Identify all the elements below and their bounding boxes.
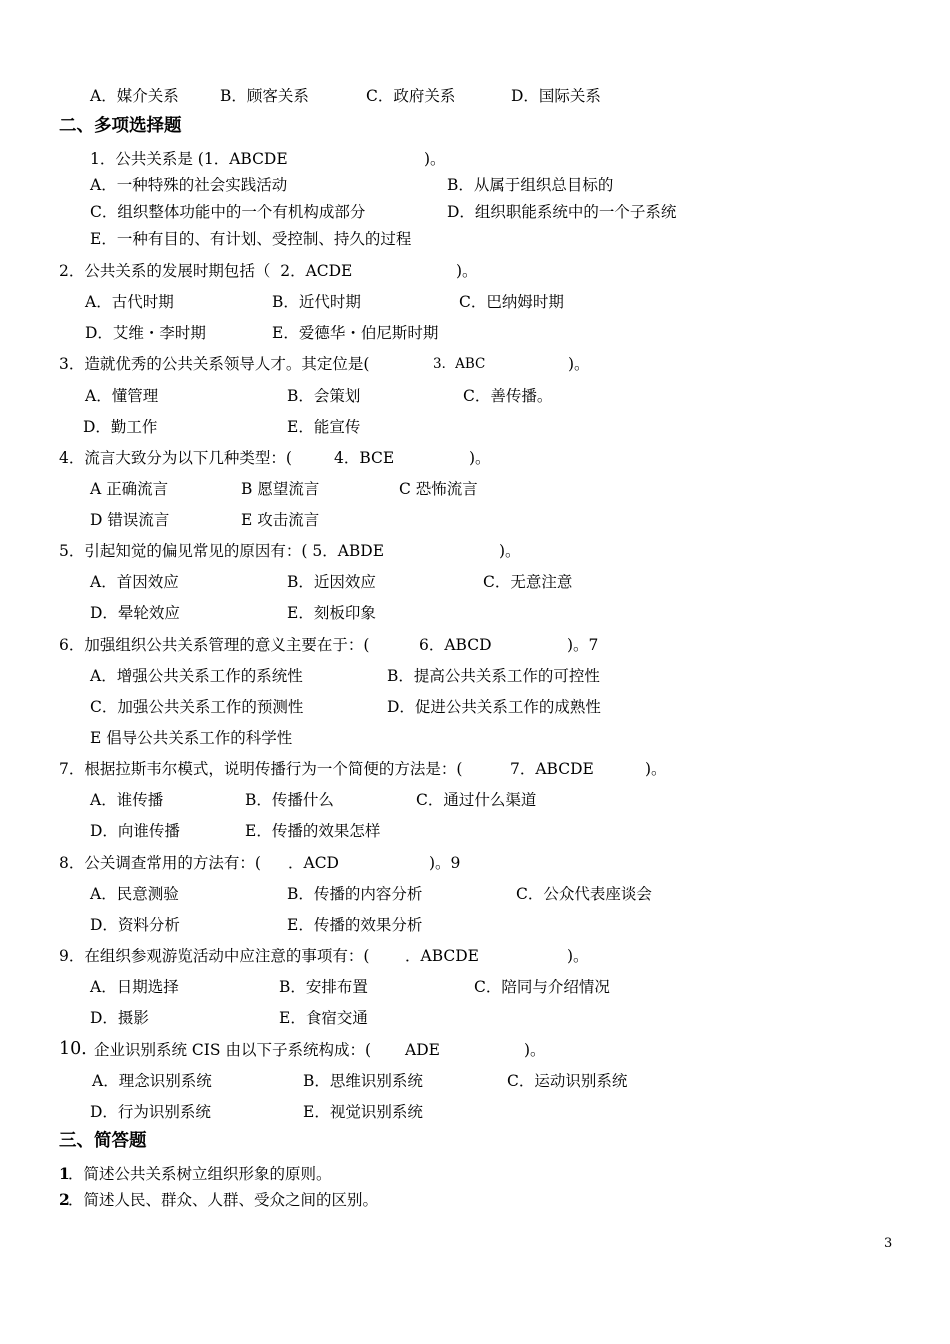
question-1-option-e: E．一种有目的、有计划、受控制、持久的过程: [90, 230, 412, 248]
question-7-close: )。: [645, 760, 667, 778]
question-5-stem: 5．引起知觉的偏见常见的原因有：( 5．ABDE: [59, 542, 385, 560]
question-1-option-a: A．一种特殊的社会实践活动: [90, 176, 288, 194]
question-7-option-c: C．通过什么渠道: [416, 791, 537, 809]
question-10-answer: ADE: [405, 1041, 440, 1059]
question-5-close: )。: [499, 542, 521, 560]
question-3-stem: 3．造就优秀的公共关系领导人才。其定位是(: [59, 355, 370, 373]
option-d: D．国际关系: [511, 87, 601, 105]
question-9-option-e: E．食宿交通: [279, 1009, 368, 1027]
question-5-option-c: C．无意注意: [483, 573, 573, 591]
question-7-option-b: B．传播什么: [245, 791, 334, 809]
short-answer-2-text: ．简述人民、群众、人群、受众之间的区别。: [68, 1191, 379, 1209]
question-6-stem: 6．加强组织公共关系管理的意义主要在于：(: [59, 636, 370, 654]
option-a: A．媒介关系: [90, 87, 179, 105]
question-7-answer: 7．ABCDE: [510, 760, 594, 778]
question-7-option-d: D．向谁传播: [90, 822, 180, 840]
question-2-option-b: B．近代时期: [272, 293, 361, 311]
question-4-stem: 4．流言大致分为以下几种类型：(: [59, 449, 292, 467]
question-6-option-d: D．促进公共关系工作的成熟性: [387, 698, 601, 716]
question-2-option-c: C．巴纳姆时期: [459, 293, 564, 311]
question-4-option-e: E 攻击流言: [241, 511, 320, 529]
question-7-stem: 7．根据拉斯韦尔模式，说明传播行为一个简便的方法是：(: [59, 760, 463, 778]
question-8-option-e: E．传播的效果分析: [287, 916, 423, 934]
question-4-option-d: D 错误流言: [90, 511, 170, 529]
question-10-option-c: C．运动识别系统: [507, 1072, 628, 1090]
question-6-option-c: C．加强公共关系工作的预测性: [90, 698, 304, 716]
question-3-option-b: B．会策划: [287, 387, 361, 405]
question-9-option-a: A．日期选择: [90, 978, 179, 996]
short-answer-1-number: 1: [59, 1164, 70, 1183]
question-5-option-e: E．刻板印象: [287, 604, 376, 622]
question-6-option-a: A．增强公共关系工作的系统性: [90, 667, 303, 685]
question-9-option-c: C．陪同与介绍情况: [474, 978, 610, 996]
question-8-stem: 8．公关调查常用的方法有：(: [59, 854, 261, 872]
question-9-close: )。: [567, 947, 589, 965]
question-10-close: )。: [524, 1041, 546, 1059]
question-1-option-d: D．组织职能系统中的一个子系统: [447, 203, 677, 221]
question-3-answer: 3．ABC: [433, 356, 486, 372]
question-1-option-b: B．从属于组织总目标的: [447, 176, 614, 194]
question-10-stem: 企业识别系统 CIS 由以下子系统构成：(: [94, 1041, 372, 1059]
section-heading-short-answer: 三、简答题: [59, 1131, 147, 1151]
question-4-close: )。: [469, 449, 491, 467]
question-3-option-d: D．勤工作: [83, 418, 158, 436]
question-2-option-d: D．艾维・李时期: [85, 324, 206, 342]
question-8-option-a: A．民意测验: [90, 885, 179, 903]
question-1-close: )。: [424, 150, 446, 168]
question-9-option-d: D．摄影: [90, 1009, 149, 1027]
question-3-close: )。: [568, 355, 590, 373]
question-4-option-b: B 愿望流言: [241, 480, 320, 498]
question-8-option-b: B．传播的内容分析: [287, 885, 423, 903]
question-9-answer: ．ABCDE: [405, 947, 479, 965]
question-9-stem: 9．在组织参观游览活动中应注意的事项有：(: [59, 947, 370, 965]
question-10-option-a: A．理念识别系统: [92, 1072, 212, 1090]
question-2-option-e: E．爱德华・伯尼斯时期: [272, 324, 439, 342]
question-5-option-a: A．首因效应: [90, 573, 179, 591]
question-2-close: )。: [456, 262, 478, 280]
option-b: B．顾客关系: [220, 87, 309, 105]
question-8-option-d: D．资料分析: [90, 916, 180, 934]
question-3-option-a: A．懂管理: [85, 387, 159, 405]
question-9-option-b: B．安排布置: [279, 978, 368, 996]
question-2-stem: 2．公共关系的发展时期包括（ 2．ACDE: [59, 262, 353, 280]
question-6-option-e: E 倡导公共关系工作的科学性: [90, 729, 293, 747]
short-answer-1-text: ．简述公共关系树立组织形象的原则。: [68, 1165, 332, 1183]
question-10-option-e: E．视觉识别系统: [303, 1103, 423, 1121]
question-3-option-c: C．善传播。: [463, 387, 553, 405]
question-7-option-a: A．谁传播: [90, 791, 164, 809]
question-5-option-d: D．晕轮效应: [90, 604, 180, 622]
question-8-answer: ．ACD: [288, 854, 339, 872]
question-8-option-c: C．公众代表座谈会: [516, 885, 652, 903]
question-6-option-b: B．提高公共关系工作的可控性: [387, 667, 600, 685]
question-3-option-e: E．能宣传: [287, 418, 361, 436]
question-8-close: )。9: [429, 854, 461, 872]
question-2-option-a: A．古代时期: [85, 293, 174, 311]
question-4-option-a: A 正确流言: [90, 480, 169, 498]
question-10-option-b: B．思维识别系统: [303, 1072, 423, 1090]
question-10-number: 10．: [59, 1039, 99, 1059]
question-6-close: )。7: [567, 636, 599, 654]
option-c: C．政府关系: [366, 87, 456, 105]
question-1-option-c: C．组织整体功能中的一个有机构成部分: [90, 203, 366, 221]
section-heading-multiple-choice: 二、多项选择题: [59, 116, 182, 136]
question-4-answer: 4．BCE: [334, 449, 395, 467]
short-answer-2-number: 2: [59, 1190, 70, 1209]
question-6-answer: 6．ABCD: [419, 636, 492, 654]
page-number: 3: [884, 1236, 893, 1251]
question-5-option-b: B．近因效应: [287, 573, 376, 591]
question-1-stem: 1．公共关系是 (1．ABCDE: [90, 150, 288, 168]
question-4-option-c: C 恐怖流言: [399, 480, 478, 498]
question-10-option-d: D．行为识别系统: [90, 1103, 211, 1121]
question-7-option-e: E．传播的效果怎样: [245, 822, 381, 840]
